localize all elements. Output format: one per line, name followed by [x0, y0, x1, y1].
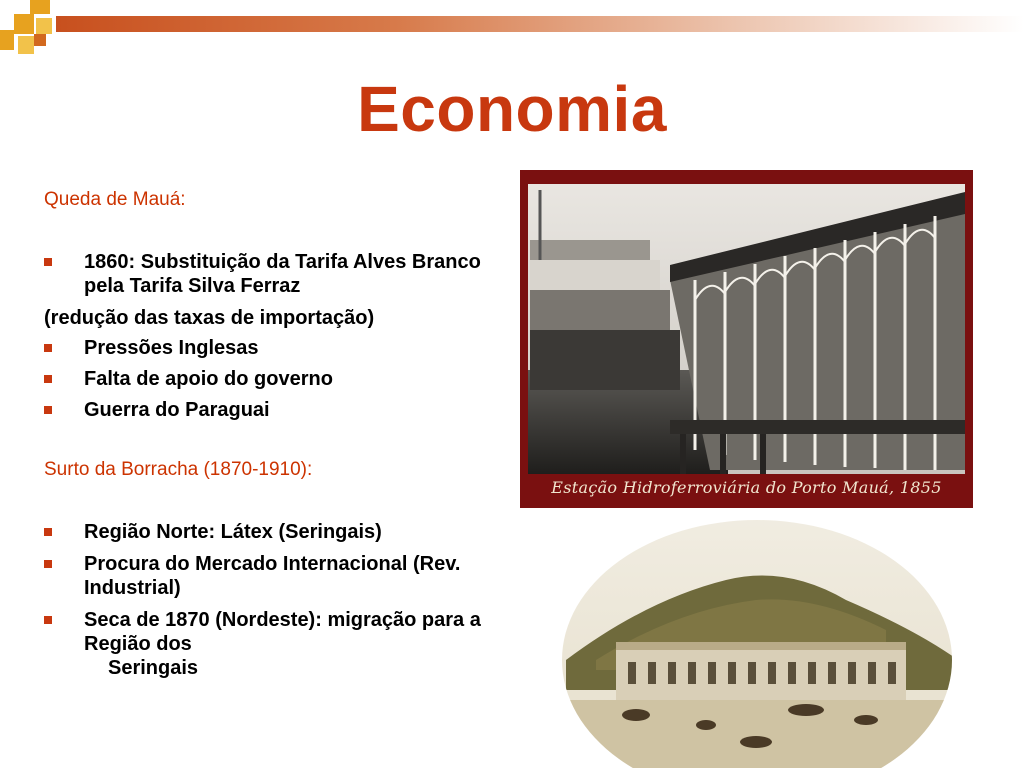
bullet-item [44, 250, 514, 298]
section-heading-maua: Queda de Mauá: [44, 189, 186, 210]
bullet-item [44, 336, 514, 360]
photo-porto-maua-station [520, 170, 973, 508]
bullet-continuation: Seringais [108, 657, 199, 679]
header-gradient-bar [56, 16, 1024, 32]
bullet-text: Pressões Inglesas [84, 337, 259, 359]
bullet-marker [44, 560, 52, 568]
section-heading-borracha: Surto da Borracha (1870-1910): [44, 459, 313, 480]
bullet-text: Região Norte: Látex (Seringais) [84, 521, 382, 543]
note-text: (redução das taxas de importação) [44, 307, 375, 329]
engraving-illustration [556, 510, 958, 768]
photo-caption: Estação Hidroferroviária do Porto Mauá, 1855 [551, 478, 942, 497]
bullet-marker [44, 258, 52, 266]
bullet-text: Falta de apoio do governo [84, 368, 333, 390]
bullet-item [44, 367, 514, 391]
bullet-item [44, 520, 514, 544]
bullet-text: Procura do Mercado Internacional (Rev. Industrial) [84, 553, 461, 599]
bullet-marker [44, 406, 52, 414]
bullet-text: Guerra do Paraguai [84, 399, 270, 421]
bullet-marker [44, 375, 52, 383]
bullet-text: Seca de 1870 (Nordeste): migração para a Região dos [84, 609, 481, 655]
engraving-station-hill [556, 510, 958, 768]
bullet-item [44, 608, 514, 656]
bullet-marker [44, 528, 52, 536]
slide-title: Economia [357, 73, 667, 145]
bullet-marker [44, 616, 52, 624]
photo-illustration [520, 170, 973, 508]
slide-body [44, 188, 514, 680]
bullet-item [44, 552, 514, 600]
bullet-item [44, 398, 514, 422]
bullet-marker [44, 344, 52, 352]
bullet-text: 1860: Substituição da Tarifa Alves Branco pela Tarifa Silva Ferraz [84, 251, 481, 297]
